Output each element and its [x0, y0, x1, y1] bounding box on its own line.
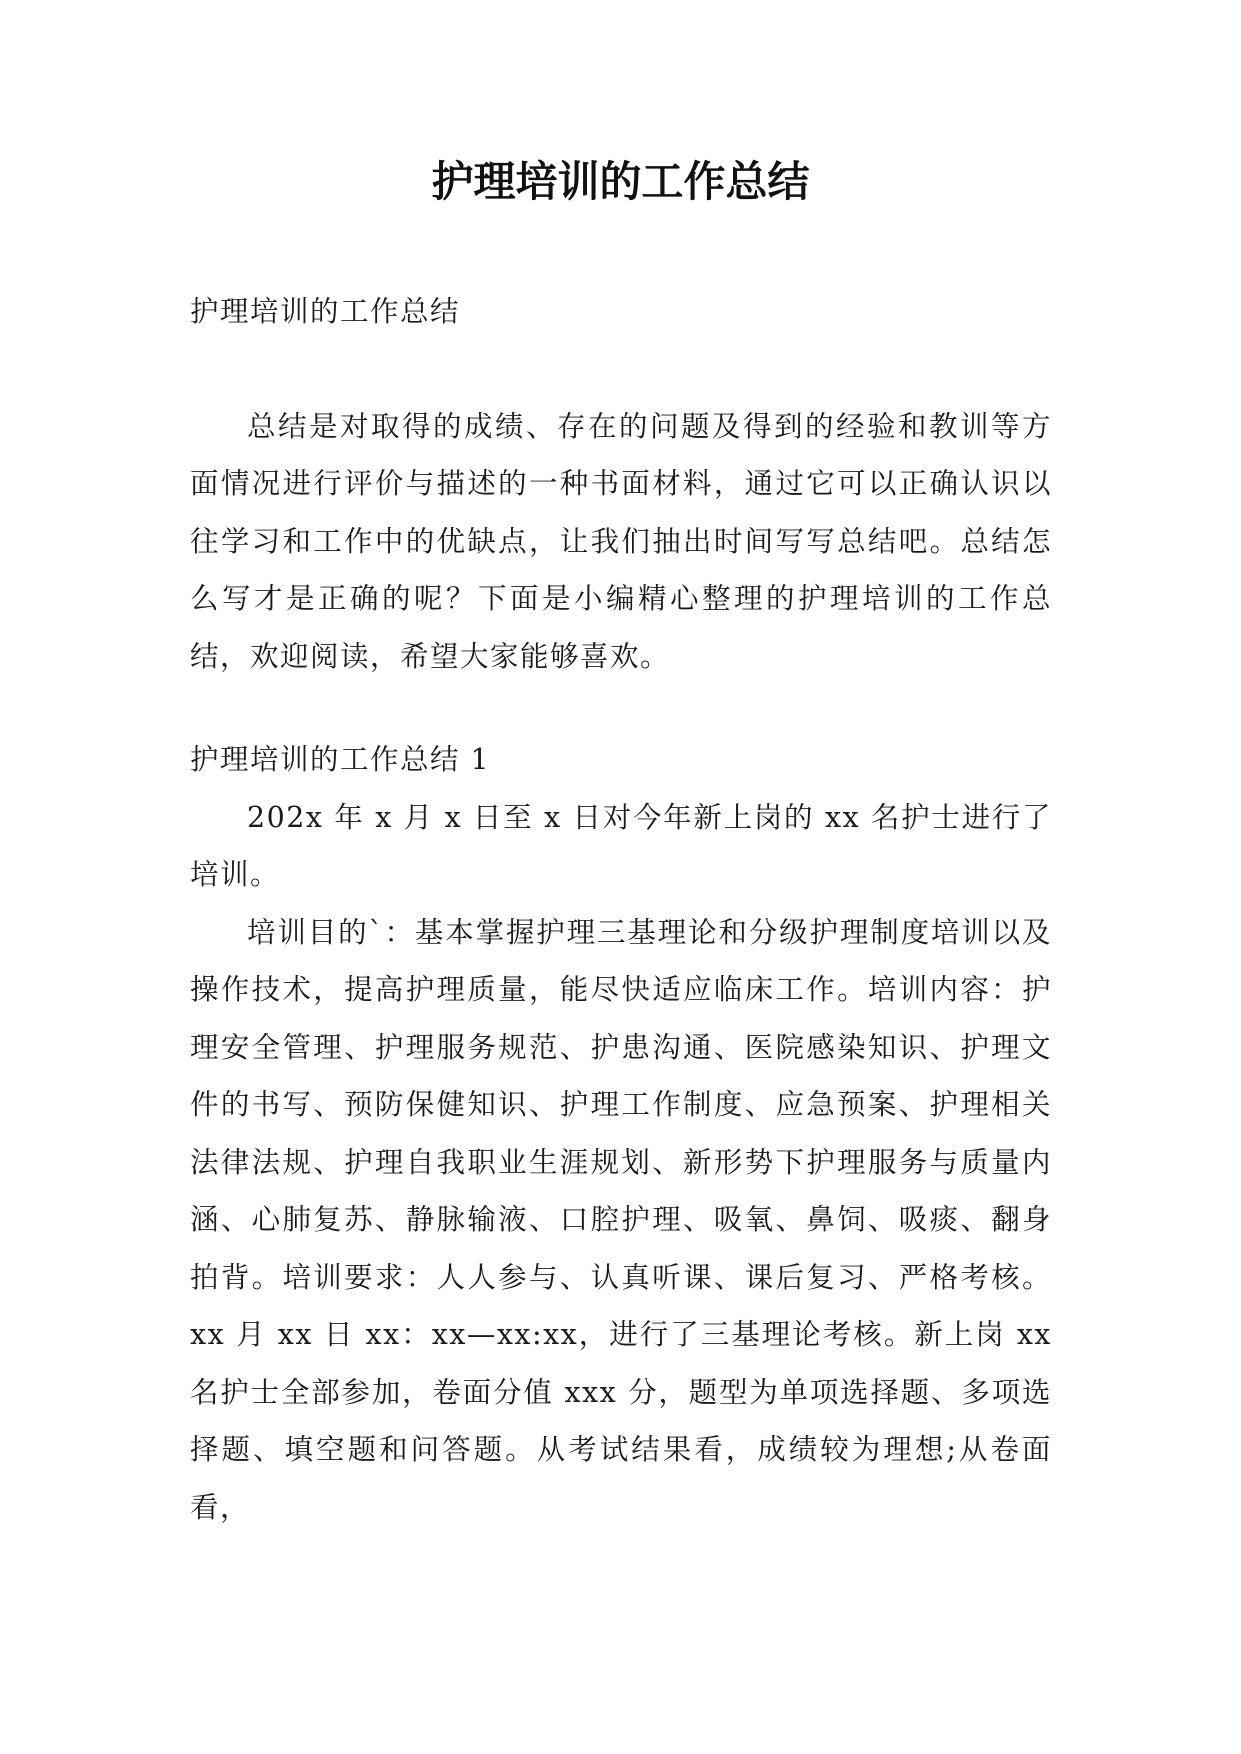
intro-paragraph: 总结是对取得的成绩、存在的问题及得到的经验和教训等方面情况进行评价与描述的一种书面材料，通过它可以正确认识以往学习和工作中的优缺点，让我们抽出时间写写总结吧。总结怎么写才是正确的呢？下面是小编精心整理的护理培训的工作总结，欢迎阅读，希望大家能够喜欢。 [190, 409, 1052, 673]
spacer [190, 341, 1052, 398]
document-subtitle: 护理培训的工作总结 [190, 295, 461, 328]
spacer [190, 685, 1052, 731]
document-title: 护理培训的工作总结 [431, 157, 810, 206]
section-paragraph: 202x 年 x 月 x 日至 x 日对今年新上岗的 xx 名护士进行了培训。 [190, 800, 1052, 891]
document-body [190, 283, 1052, 1536]
section-paragraph: 培训目的`：基本掌握护理三基理论和分级护理制度培训以及操作技术，提高护理质量，能尽快适应临床工作。培训内容：护理安全管理、护理服务规范、护患沟通、医院感染知识、护理文件的书写、预防保健知识、护理工作制度、应急预案、护理相关法律法规、护理自我职业生涯规划、新形势下护理服务与质量内涵、心肺复苏、静脉输液、口腔护理、吸氧、鼻饲、吸痰、翻身拍背。培训要求：人人参与、认真听课、课后复习、严格考核。xx 月 xx 日 xx：xx—xx:xx，进行了三基理论考核。新上岗 xx 名护士全部参加，卷面分值 xxx 分，题型为单项选择题、多项选择题、填空题和问答题。从考试结果看，成绩较为理想;从卷面看， [190, 915, 1052, 1524]
section-heading: 护理培训的工作总结 1 [190, 743, 491, 776]
